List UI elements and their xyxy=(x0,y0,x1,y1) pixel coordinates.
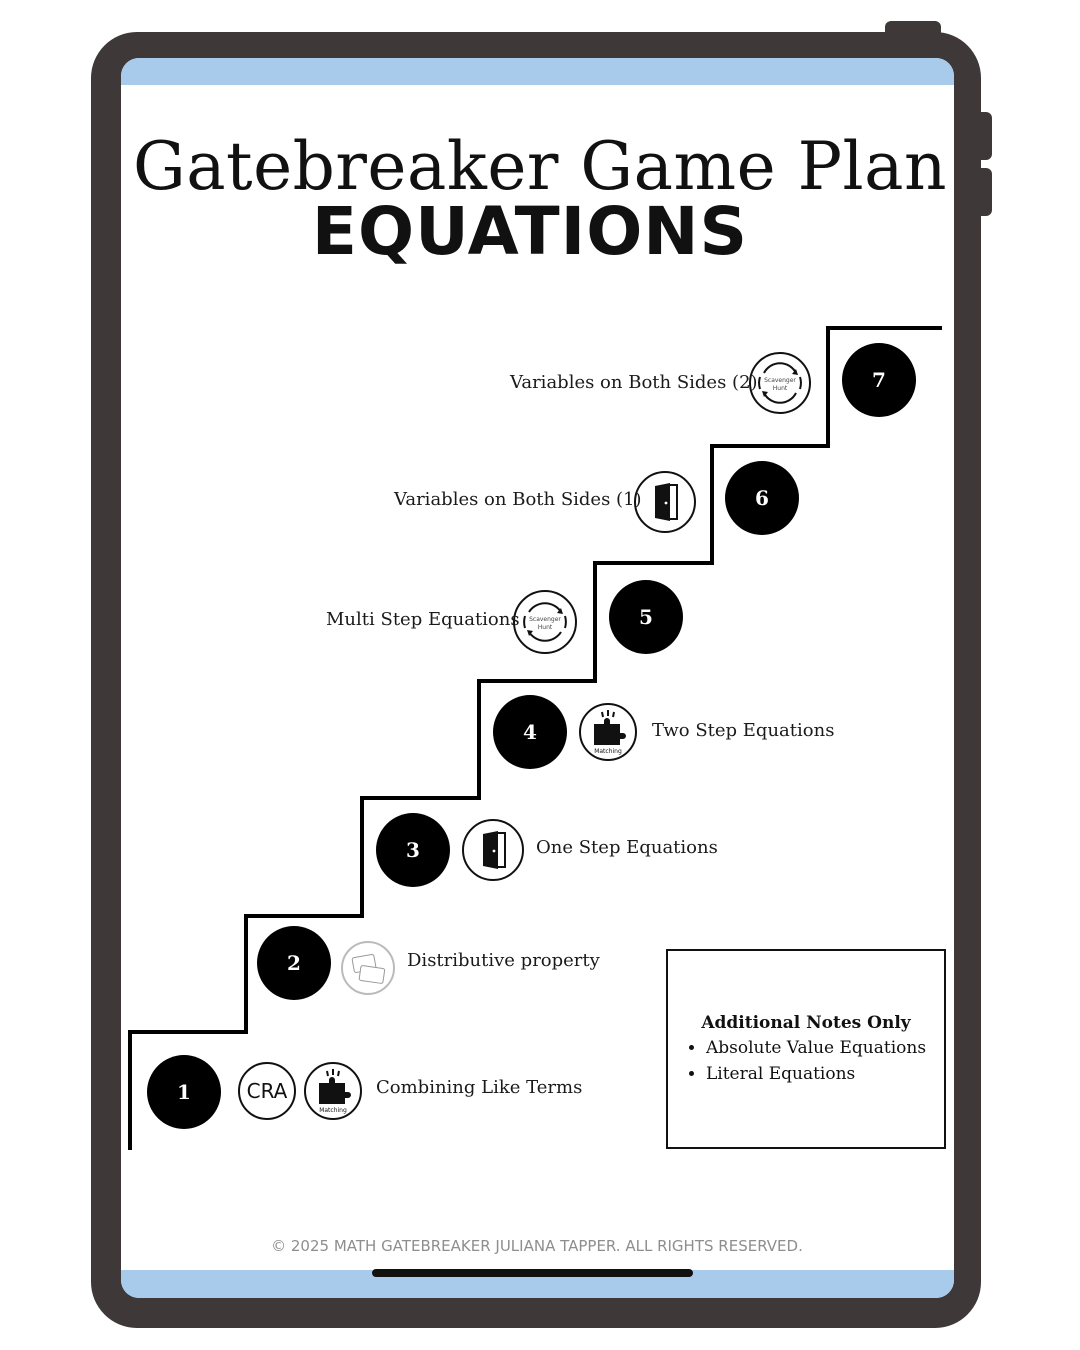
cra-icon xyxy=(238,1062,296,1120)
scavenger-label: Scavenger xyxy=(764,377,796,384)
scavenger-label: Scavenger xyxy=(529,616,561,623)
matching-label: Matching xyxy=(594,748,622,755)
step-5-label: Multi Step Equations xyxy=(326,609,520,630)
page-subtitle: EQUATIONS xyxy=(311,193,749,270)
step-4-number: 4 xyxy=(493,695,567,769)
scavenger-hunt-icon xyxy=(749,352,811,414)
step-3-number: 3 xyxy=(376,813,450,887)
scavenger-hunt-icon xyxy=(513,590,577,654)
step-4-label: Two Step Equations xyxy=(652,720,835,741)
step-6-number: 6 xyxy=(725,461,799,535)
copyright-text: © 2025 MATH GATEBREAKER JULIANA TAPPER. ALL RIGHTS RESERVED. xyxy=(271,1237,803,1255)
notes-title: Additional Notes Only xyxy=(701,1013,911,1033)
step-3-label: One Step Equations xyxy=(536,837,718,858)
hunt-label: Hunt xyxy=(772,385,788,392)
step-7-label: Variables on Both Sides (2) xyxy=(510,372,758,393)
matching-label: Matching xyxy=(319,1107,347,1114)
page-title: Gatebreaker Game Plan xyxy=(132,128,947,205)
step-7-number: 7 xyxy=(842,343,916,417)
cra-icon-text: CRA xyxy=(246,1079,288,1103)
matching-puzzle-icon xyxy=(579,703,637,761)
notes-item: • Literal Equations xyxy=(706,1061,926,1087)
door-icon xyxy=(634,471,696,533)
step-1-label: Combining Like Terms xyxy=(376,1077,583,1098)
notes-item: • Absolute Value Equations xyxy=(706,1035,926,1061)
notes-list xyxy=(684,1035,926,1087)
task-cards-icon xyxy=(341,941,395,995)
hunt-label: Hunt xyxy=(537,624,553,631)
additional-notes-box xyxy=(666,949,946,1149)
door-icon xyxy=(462,819,524,881)
step-2-number: 2 xyxy=(257,926,331,1000)
step-1-number: 1 xyxy=(147,1055,221,1129)
step-2-label: Distributive property xyxy=(407,950,600,971)
step-6-label: Variables on Both Sides (1) xyxy=(394,489,642,510)
matching-puzzle-icon xyxy=(304,1062,362,1120)
step-5-number: 5 xyxy=(609,580,683,654)
